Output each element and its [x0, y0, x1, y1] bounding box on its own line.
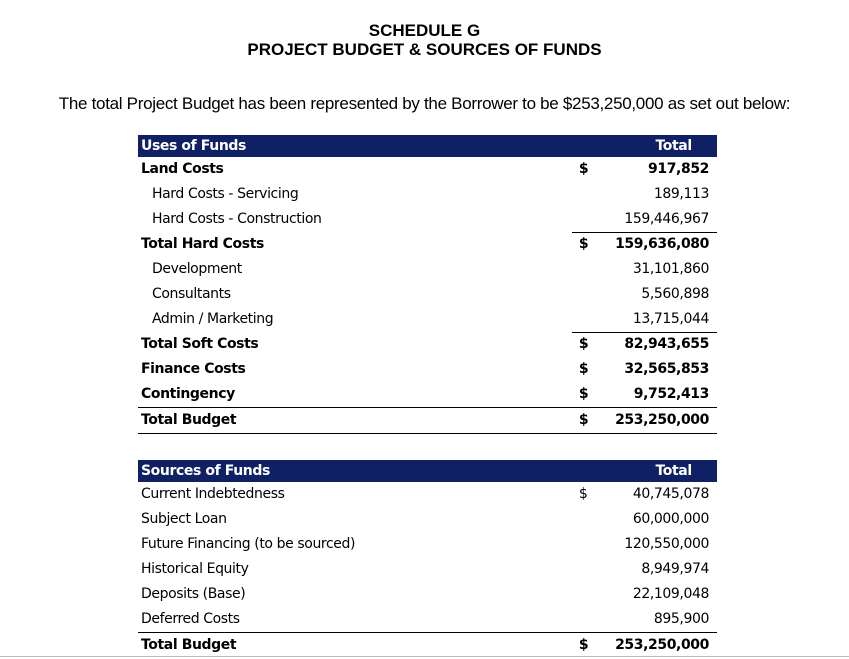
- sources-header-total: Total: [655, 463, 692, 479]
- row-amount: 32,565,853: [624, 361, 709, 377]
- row-label: Deposits (Base): [141, 586, 246, 602]
- row-label: Consultants: [152, 286, 231, 302]
- intro-paragraph: The total Project Budget has been represented by the Borrower to be $253,250,000 as set out below:: [58, 94, 791, 113]
- schedule-title-line2: PROJECT BUDGET & SOURCES OF FUNDS: [247, 40, 602, 59]
- sources-header-label: Sources of Funds: [141, 463, 270, 479]
- row-currency: [565, 282, 609, 307]
- row-currency: $: [578, 637, 589, 653]
- row-label: Hard Costs - Construction: [152, 211, 322, 227]
- row-currency: $: [578, 486, 588, 502]
- sources-header-spacer: [568, 460, 612, 482]
- schedule-title: [0, 21, 849, 59]
- page-bottom-divider: [0, 656, 849, 657]
- row-label: Historical Equity: [141, 561, 249, 577]
- table-row: [138, 607, 717, 632]
- row-label: Total Budget: [141, 412, 237, 428]
- row-label: Subject Loan: [141, 511, 227, 527]
- uses-header-total: Total: [655, 138, 692, 154]
- uses-header-spacer: [568, 135, 612, 157]
- row-amount: 120,550,000: [624, 536, 709, 552]
- row-amount: 159,636,080: [615, 236, 709, 252]
- row-label: Deferred Costs: [141, 611, 240, 627]
- table-row: [138, 382, 717, 407]
- row-currency: [565, 557, 609, 582]
- row-currency: $: [578, 412, 589, 428]
- row-currency: [565, 307, 609, 332]
- row-currency: $: [578, 336, 589, 352]
- uses-header-label: Uses of Funds: [141, 138, 246, 154]
- row-currency: $: [578, 236, 589, 252]
- table-row: [138, 507, 717, 532]
- row-currency: [565, 582, 609, 607]
- table-row: [138, 582, 717, 607]
- row-amount: 917,852: [648, 161, 709, 177]
- table-row: [138, 357, 717, 382]
- row-currency: $: [578, 361, 589, 377]
- total-row: [138, 407, 717, 434]
- row-amount: 13,715,044: [632, 311, 709, 327]
- row-label: Land Costs: [141, 161, 224, 177]
- table-row: [138, 482, 717, 507]
- total-row: [138, 632, 717, 658]
- row-label: Admin / Marketing: [152, 311, 274, 327]
- row-currency: [565, 532, 609, 557]
- row-label: Total Budget: [141, 637, 237, 653]
- table-row: [138, 332, 717, 357]
- row-currency: [565, 182, 609, 207]
- row-currency: [565, 257, 609, 282]
- row-label: Total Soft Costs: [141, 336, 259, 352]
- row-label: Future Financing (to be sourced): [141, 536, 356, 552]
- row-amount: 8,949,974: [641, 561, 709, 577]
- table-row: [138, 557, 717, 582]
- sources-table-header: [138, 460, 717, 482]
- row-currency: [565, 507, 609, 532]
- row-currency: $: [578, 161, 589, 177]
- table-row: [138, 207, 717, 232]
- row-currency: [565, 207, 609, 232]
- row-amount: 9,752,413: [633, 386, 709, 402]
- row-currency: [565, 607, 609, 632]
- table-row: [138, 182, 717, 207]
- table-row: [138, 307, 717, 332]
- row-currency: $: [578, 386, 589, 402]
- uses-table-header: [138, 135, 717, 157]
- row-amount: 253,250,000: [615, 637, 709, 653]
- row-amount: 189,113: [653, 186, 709, 202]
- row-label: Total Hard Costs: [141, 236, 264, 252]
- row-amount: 253,250,000: [615, 412, 709, 428]
- table-row: [138, 532, 717, 557]
- table-row: [138, 157, 717, 182]
- row-amount: 22,109,048: [632, 586, 709, 602]
- uses-of-funds-table: [138, 135, 717, 434]
- schedule-title-line1: SCHEDULE G: [368, 21, 481, 40]
- row-label: Development: [152, 261, 242, 277]
- row-amount: 5,560,898: [641, 286, 709, 302]
- row-amount: 895,900: [653, 611, 709, 627]
- table-row: [138, 257, 717, 282]
- row-amount: 159,446,967: [624, 211, 709, 227]
- row-label: Hard Costs - Servicing: [152, 186, 299, 202]
- row-amount: 40,745,078: [632, 486, 709, 502]
- table-row: [138, 232, 717, 257]
- row-amount: 82,943,655: [624, 336, 709, 352]
- sources-of-funds-table: [138, 460, 717, 658]
- row-label: Contingency: [141, 386, 235, 402]
- row-label: Current Indebtedness: [141, 486, 285, 502]
- row-amount: 60,000,000: [632, 511, 709, 527]
- row-label: Finance Costs: [141, 361, 246, 377]
- row-amount: 31,101,860: [632, 261, 709, 277]
- table-row: [138, 282, 717, 307]
